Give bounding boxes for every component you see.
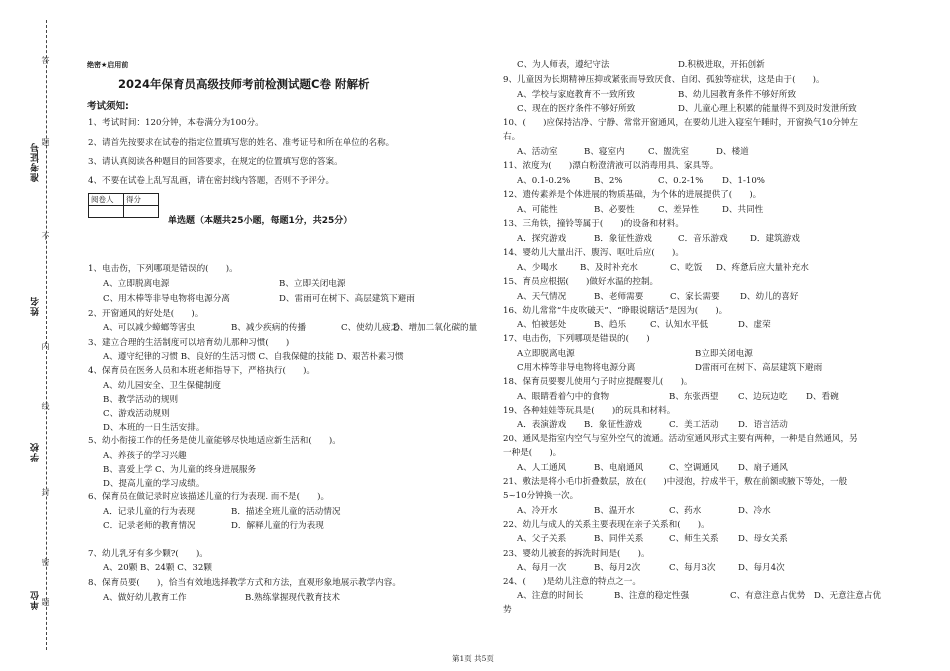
question-line: C、游戏活动规则 (103, 409, 170, 419)
question-line: D、母女关系 (738, 534, 788, 544)
question-line: 2、开窗通风的好处是( )。 (88, 309, 204, 319)
confidential-label: 绝密★启用前 (87, 61, 129, 69)
question-line: C、边玩边吃 (738, 392, 788, 402)
question-line: A．表演游戏 (517, 420, 567, 430)
question-line: B、幼儿园教育条件不够好所致 (678, 90, 797, 100)
question-line: D．建筑游戏 (750, 234, 800, 244)
question-line: D、每月4次 (738, 563, 785, 573)
question-line: 右。 (503, 132, 521, 142)
question-line: B、教学活动的规则 (103, 395, 179, 405)
question-line: 12、遗传素养是个体进展的物质基础，为个体的进展提供了( )。 (503, 190, 762, 200)
score-cell[interactable] (124, 206, 159, 218)
score-table (88, 193, 159, 218)
question-line: A、冷开水 (517, 506, 558, 516)
question-line: 22、幼儿与成人的关系主要表现在亲子关系和( )。 (503, 520, 710, 530)
question-line: B、2% (594, 176, 623, 186)
question-line: C．音乐游戏 (678, 234, 728, 244)
seal-char-3: 不 (41, 232, 50, 240)
question-line: 势 (503, 605, 512, 615)
question-line: A、幼儿园安全、卫生保健制度 (103, 381, 221, 391)
question-line: C、盥洗室 (648, 147, 689, 157)
seal-char-1: 答 (41, 56, 50, 64)
question-line: 24、( )是幼儿注意的特点之一。 (503, 577, 641, 587)
seal-char-2: 题 (41, 138, 50, 146)
question-line: 14、婴幼儿大量出汗、腹泻、呕吐后应( )。 (503, 248, 684, 258)
question-line: A、立即脱离电源 (103, 279, 170, 289)
question-line: B、寝室内 (584, 147, 625, 157)
question-line: D、无意注意占优 (814, 591, 882, 601)
grader-cell[interactable] (89, 206, 124, 218)
question-line: D、看碗 (806, 392, 839, 402)
question-line: B．象征性游戏 (584, 420, 642, 430)
question-line: C、0.2-1% (658, 176, 704, 186)
question-line: 13、三角铁，撞铃等属于( )的设备和材料。 (503, 219, 684, 229)
question-line: 10、( )应保持洁净、宁静、常常开窗通风，在要幼儿进入寝室午睡时，开窗换气10分钟左 (503, 118, 859, 128)
question-line: B立即关闭电源 (695, 349, 753, 359)
question-line: D、疼惫后应大量补充水 (716, 263, 809, 273)
question-line: D、虚荣 (738, 320, 771, 330)
question-line: A、0.1-0.2% (517, 176, 571, 186)
question-line: 19、各种娃娃等玩具是( )的玩具和材料。 (503, 406, 676, 416)
seal-char-4: 内 (41, 342, 50, 350)
seal-char-5: 线 (41, 402, 50, 410)
question-line: A、做好幼儿教育工作 (103, 593, 187, 603)
seal-char-7: 密 (41, 558, 50, 566)
question-line: A．记录儿童的行为表现 (103, 507, 196, 517)
question-line: A、养孩子的学习兴趣 (103, 451, 187, 461)
question-line: D雷雨可在树下、高层建筑下避雨 (695, 363, 823, 373)
question-line: A、眼睛看着勺中的食物 (517, 392, 610, 402)
question-line: B、东张西望 (669, 392, 719, 402)
question-line: C、每月3次 (669, 563, 716, 573)
notice-item: 3、请认真阅读各种题目的回答要求，在规定的位置填写您的答案。 (88, 157, 343, 167)
question-line: A、可以减少蟑螂等害虫 (103, 323, 196, 333)
notice-item: 4、不要在试卷上乱写乱画，请在密封线内答题，否则不予评分。 (88, 176, 335, 186)
notice-item: 2、请首先按要求在试卷的指定位置填写您的姓名、准考证号和所在单位的名称。 (88, 138, 395, 148)
question-line: A、人工通风 (517, 463, 567, 473)
school-label: 学校 (31, 442, 41, 462)
page-footer: 第1页 共5页 (452, 654, 494, 663)
question-line: A、20颗 B、24颗 C、32颗 (103, 563, 212, 573)
seal-char-6: 封 (41, 488, 50, 496)
question-line: D．语言活动 (738, 420, 788, 430)
grader-label: 阅卷人 (89, 194, 124, 206)
question-line: 15、育员应根据( )做好水温的控制。 (503, 277, 659, 287)
label-underline (37, 150, 38, 163)
question-line: 17、电击伤，下列哪项是错误的( ) (503, 334, 650, 344)
section-title: 单选题（本题共25小题，每题1分，共25分） (168, 216, 353, 226)
question-line: A．探究游戏 (517, 234, 567, 244)
seal-char-8: 题 (41, 598, 50, 606)
question-line: 5、幼小衔接工作的任务是使儿童能够尽快地适应新生活和( )。 (88, 436, 341, 446)
notice-heading: 考试须知: (87, 101, 129, 112)
score-label: 得分 (124, 194, 159, 206)
question-line: 23、婴幼儿被套的拆洗时间是( )。 (503, 549, 650, 559)
question-line: A、每月一次 (517, 563, 567, 573)
question-line: B、趋乐 (594, 320, 627, 330)
question-line: A、可能性 (517, 205, 558, 215)
question-line: B、减少疾病的传播 (231, 323, 307, 333)
question-line: D、增加二氧化碳的量 (393, 323, 478, 333)
question-line: 7、幼儿乳牙有多少颗?( )。 (88, 549, 208, 559)
question-line: 一种是( )。 (503, 448, 562, 458)
question-line: D、1-10% (722, 176, 765, 186)
question-line: 21、敷法是将小毛巾折叠数层，放在( )中浸泡，拧成半干，敷在前额或腋下等处，一般 (503, 477, 848, 487)
question-line: B、温开水 (594, 506, 635, 516)
question-line: B、同伴关系 (594, 534, 644, 544)
question-line: C、差异性 (658, 205, 699, 215)
question-line: B、电扇通风 (594, 463, 644, 473)
question-line: D．解释儿童的行为表现 (231, 521, 324, 531)
question-line: 20、通风是指室内空气与室外空气的流通。活动室通风形式主要有两种，一种是自然通风，另 (503, 434, 858, 444)
question-line: A、遵守纪律的习惯 B、良好的生活习惯 C、自我保健的技能 D、艰苦朴素习惯 (103, 352, 404, 362)
question-line: D、幼儿的喜好 (740, 292, 799, 302)
question-line: D、冷水 (738, 506, 771, 516)
unit-label: 单位 (31, 590, 41, 610)
name-label: 姓名 (31, 296, 41, 316)
question-line: C、师生关系 (669, 534, 719, 544)
question-line: C、家长需要 (670, 292, 720, 302)
question-line: A立即脱离电源 (517, 349, 575, 359)
question-line: B、注意的稳定性强 (614, 591, 690, 601)
question-line: 8、保育员要( )，恰当有效地选择教学方式和方法，直观形象地展示教学内容。 (88, 578, 401, 588)
question-line: C．美工活动 (669, 420, 719, 430)
question-line: D、儿童心理上积累的能量得不到及时发泄所致 (678, 104, 857, 114)
question-line: B、必要性 (594, 205, 635, 215)
question-line: A、怕被惩处 (517, 320, 567, 330)
question-line: B．象征性游戏 (594, 234, 652, 244)
exam-number-label: 准考证号 (31, 142, 41, 182)
question-line: A、父子关系 (517, 534, 567, 544)
question-line: A、活动室 (517, 147, 558, 157)
question-line: C、用木棒等非导电物将电源分离 (103, 294, 230, 304)
question-line: 11、浓度为( )漂白粉澄清液可以消毒用具、家具等。 (503, 161, 719, 171)
question-line: B、立即关闭电源 (279, 279, 346, 289)
question-line: D、雷雨可在树下、高层建筑下避雨 (279, 294, 415, 304)
question-line: C、有意注意占优势 (730, 591, 806, 601)
question-line: B、喜爱上学 C、为儿童的终身进展服务 (103, 465, 257, 475)
question-line: C、现在的医疗条件不够好所致 (517, 104, 636, 114)
question-line: 5~10分钟换一次。 (503, 491, 579, 501)
question-line: A、学校与家庭教育不一致所致 (517, 90, 635, 100)
question-line: D、本班的一日生活安排。 (103, 423, 205, 433)
question-line: D、共同性 (722, 205, 764, 215)
seal-dashed-line (46, 20, 47, 650)
notice-item: 1、考试时间：120分钟，本卷满分为100分。 (88, 118, 264, 128)
question-line: C、为人师表，遵纪守法 (517, 60, 610, 70)
question-line: B、及时补充水 (580, 263, 638, 273)
question-line: D、提高儿童的学习成绩。 (103, 479, 205, 489)
question-line: B．描述全班儿童的活动情况 (231, 507, 341, 517)
question-line: C、认知水平低 (650, 320, 709, 330)
question-line: D、扇子通风 (738, 463, 788, 473)
question-line: C、使幼儿疲乏 (341, 323, 400, 333)
page-title: 2024年保育员高级技师考前检测试题C卷 附解析 (118, 77, 370, 91)
question-line: B.熟练掌握现代教育技术 (245, 593, 340, 603)
question-line: C用木棒等非导电物将电源分离 (517, 363, 636, 373)
question-line: 18、保育员要婴儿使用勺子时应提醒婴儿( )。 (503, 377, 693, 387)
question-line: 3、建立合理的生活制度可以培育幼儿那种习惯( ) (88, 338, 290, 348)
question-line: C、空调通风 (669, 463, 719, 473)
question-line: D、楼道 (716, 147, 749, 157)
question-line: B、每月2次 (594, 563, 641, 573)
question-line: 16、幼儿常常“牛皮吹破天”、“睁眼说瞎话”是因为( )。 (503, 306, 728, 316)
question-line: D.积极进取，开拓创新 (678, 60, 765, 70)
question-line: 9、儿童因为长期精神压抑或紧张而导致厌食、自闭、孤独等症状，这是由于( )。 (503, 75, 825, 85)
question-line: A、注意的时间长 (517, 591, 584, 601)
question-line: A、天气情况 (517, 292, 567, 302)
question-line: B、老师需要 (594, 292, 644, 302)
question-line: C．记录老师的教育情况 (103, 521, 196, 531)
question-line: 1、电击伤，下列哪项是错误的( )。 (88, 264, 238, 274)
question-line: C、吃饭 (670, 263, 703, 273)
question-line: 6、保育员在做记录时应该描述儿童的行为表现. 而不是( )。 (88, 492, 330, 502)
question-line: 4、保育员在医务人员和本班老师指导下，严格执行( )。 (88, 366, 316, 376)
question-line: C、药水 (669, 506, 702, 516)
question-line: A、少喝水 (517, 263, 558, 273)
